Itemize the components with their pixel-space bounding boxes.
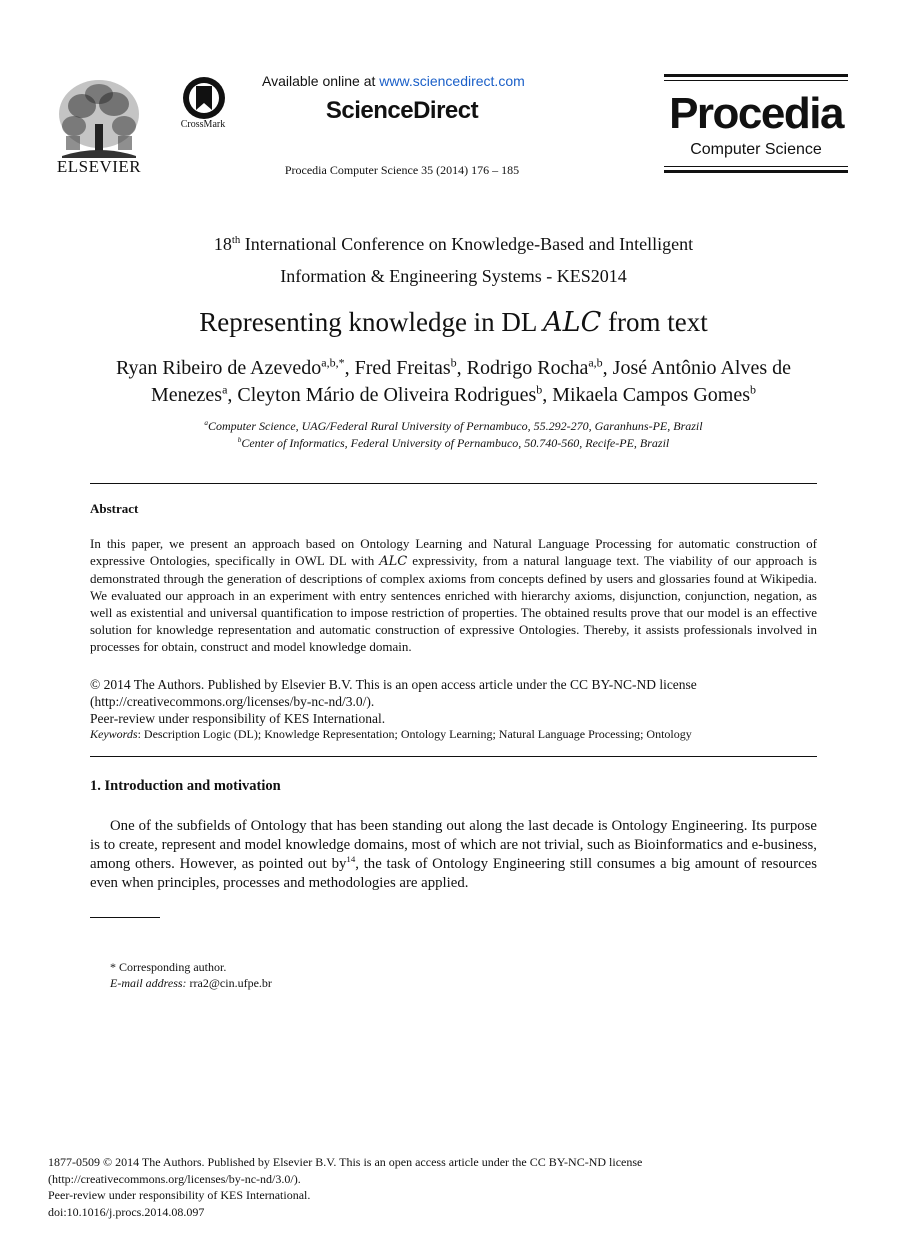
author-list: Ryan Ribeiro de Azevedo$^{a,b,*}$, Fred Freitas$^b$, Rodrigo Rocha$^{a,b}$, José Antônio Alves de Menezes$^a$, Cleyton Mário de Oliveira Rodrigues$^b$, Mikaela Campos Gomes$^b$ — [115, 355, 791, 406]
journal-citation: Procedia Computer Science 35 (2014) 176 – 185 — [284, 163, 520, 177]
affiliation — [90, 435, 817, 452]
available-online-line — [262, 73, 562, 89]
bottom-license-link[interactable]: (http://creativecommons.org/licenses/by-nc-nd/3.0/). — [48, 1171, 301, 1186]
author-affiliation-mark: b — [536, 382, 543, 397]
email-label: E-mail address: — [110, 976, 187, 990]
affiliation-mark: b — [237, 436, 242, 444]
keywords — [90, 726, 817, 742]
author-affiliation-mark: b — [749, 382, 756, 397]
author-affiliation-mark: b — [450, 355, 457, 370]
intro-text-part-1: One of the subfields of Ontology that has been standing out along the last decade is Ontology Engineering. Its purpose is to create, represent and model knowledge domains, most of which are not trivial, such as Bioinformatics and e-business, among others. However, as pointed out by — [90, 818, 817, 872]
intro-text-part-2: , the task of Ontology Engineering still consumes a big amount of resources even when principles, processes and methodologies are applied. — [90, 856, 817, 891]
publication-info — [48, 1154, 808, 1220]
procedia-name: Procedia — [669, 89, 843, 138]
author-name: Rodrigo Rocha — [466, 357, 589, 379]
license-block — [90, 676, 817, 727]
author-name: José Antônio Alves de Menezes — [151, 357, 791, 406]
affiliation-text: Center of Informatics, Federal University of Pernambuco, 50.740-560, Recife-PE, Brazil — [241, 436, 670, 450]
abstract-top-rule — [90, 483, 817, 484]
bottom-peer-review: Peer-review under responsibility of KES International. — [48, 1188, 311, 1202]
procedia-bottom-rule — [664, 170, 848, 173]
footnote-rule — [90, 917, 160, 918]
author-affiliation-mark: a,b, — [321, 355, 339, 370]
elsevier-wordmark: ELSEVIER — [56, 157, 142, 176]
affiliation — [90, 418, 817, 435]
conference-line-1 — [90, 228, 817, 260]
abstract-body — [90, 535, 817, 655]
sciencedirect-wordmark: ScienceDirect — [325, 97, 479, 124]
abstract-text-part-1: In this paper, we present an approach based on Ontology Learning and Natural Language Processing for automatic construction of expressive Ontologies, specifically in OWL DL with — [90, 536, 817, 568]
email-line — [110, 975, 610, 991]
abstract-logic-name: ALC — [379, 554, 408, 569]
author-name: Fred Freitas — [354, 357, 451, 379]
corresponding-author-mark: * — [338, 355, 345, 370]
title-after: from text — [601, 307, 708, 337]
footnote — [110, 959, 610, 991]
procedia-bottom-thin-rule — [664, 166, 848, 167]
issn-copyright-line: 1877-0509 © 2014 The Authors. Published by Elsevier B.V. This is an open access article under the CC BY-NC-ND license — [48, 1155, 643, 1169]
citation-reference[interactable]: 14 — [346, 854, 356, 865]
paper-title — [90, 307, 817, 338]
author-name: Mikaela Campos Gomes — [552, 384, 750, 406]
conference-number: 18 — [213, 234, 232, 254]
procedia-top-rule — [664, 74, 848, 77]
copyright-line: © 2014 The Authors. Published by Elsevier B.V. This is an open access article under the CC BY-NC-ND license — [90, 677, 697, 692]
title-logic-name: ALC — [543, 307, 602, 338]
license-link[interactable]: (http://creativecommons.org/licenses/by-nc-nd/3.0/). — [90, 694, 375, 709]
doi[interactable]: doi:10.1016/j.procs.2014.08.097 — [48, 1204, 205, 1219]
abstract-heading: Abstract — [90, 501, 139, 516]
available-prefix: Available online at — [262, 73, 380, 89]
conference-line-1-text: International Conference on Knowledge-Based and Intelligent — [240, 234, 694, 254]
peer-review-line: Peer-review under responsibility of KES International. — [90, 711, 386, 726]
keywords-list: : Description Logic (DL); Knowledge Representation; Ontology Learning; Natural Language Processing; Ontology — [137, 727, 692, 741]
abstract-text-part-2: expressivity, from a natural language text. The viability of our approach is demonstrated through the generation of descriptions of complex axioms from concepts defined by users and glossaries found at Wikipedia. We evaluated our approach in an experiment with entry sentences enriched with hierarchy axioms, disjunction, conjunction, negation, as well as existential and universal quantification to impose restriction of properties. The obtained results prove that our model is an effective solution for knowledge representation and automatic construction of expressive Ontologies. Thereby, it assists professionals involved in processes for obtain, construct and model knowledge domain. — [90, 553, 817, 654]
affiliation-mark: a — [204, 419, 208, 427]
conference-line-2: Information & Engineering Systems - KES2014 — [280, 266, 627, 286]
affiliation-text: Computer Science, UAG/Federal Rural University of Pernambuco, 55.292-270, Garanhuns-PE, Brazil — [208, 419, 703, 433]
procedia-top-thin-rule — [664, 80, 848, 81]
keywords-label: Keywords — [90, 727, 138, 741]
affiliations — [90, 418, 817, 452]
conference-name — [90, 228, 817, 292]
corresponding-author-note: * Corresponding author. — [110, 960, 227, 974]
procedia-logo — [664, 74, 848, 174]
section-heading: 1. Introduction and motivation — [90, 778, 281, 794]
title-before: Representing knowledge in DL — [199, 307, 544, 337]
abstract-bottom-rule — [90, 756, 817, 757]
author-name: Cleyton Mário de Oliveira Rodrigues — [237, 384, 537, 406]
email-address[interactable]: rra2@cin.ufpe.br — [186, 976, 272, 990]
sciencedirect-link[interactable]: www.sciencedirect.com — [379, 73, 525, 89]
author-affiliation-mark: a,b — [588, 355, 603, 370]
procedia-subtitle: Computer Science — [690, 141, 822, 158]
intro-paragraph — [90, 817, 817, 893]
conference-ordinal: th — [231, 234, 241, 246]
author-affiliation-mark: a — [222, 382, 228, 397]
author-name: Ryan Ribeiro de Azevedo — [115, 357, 322, 379]
crossmark-label: CrossMark — [180, 119, 226, 130]
